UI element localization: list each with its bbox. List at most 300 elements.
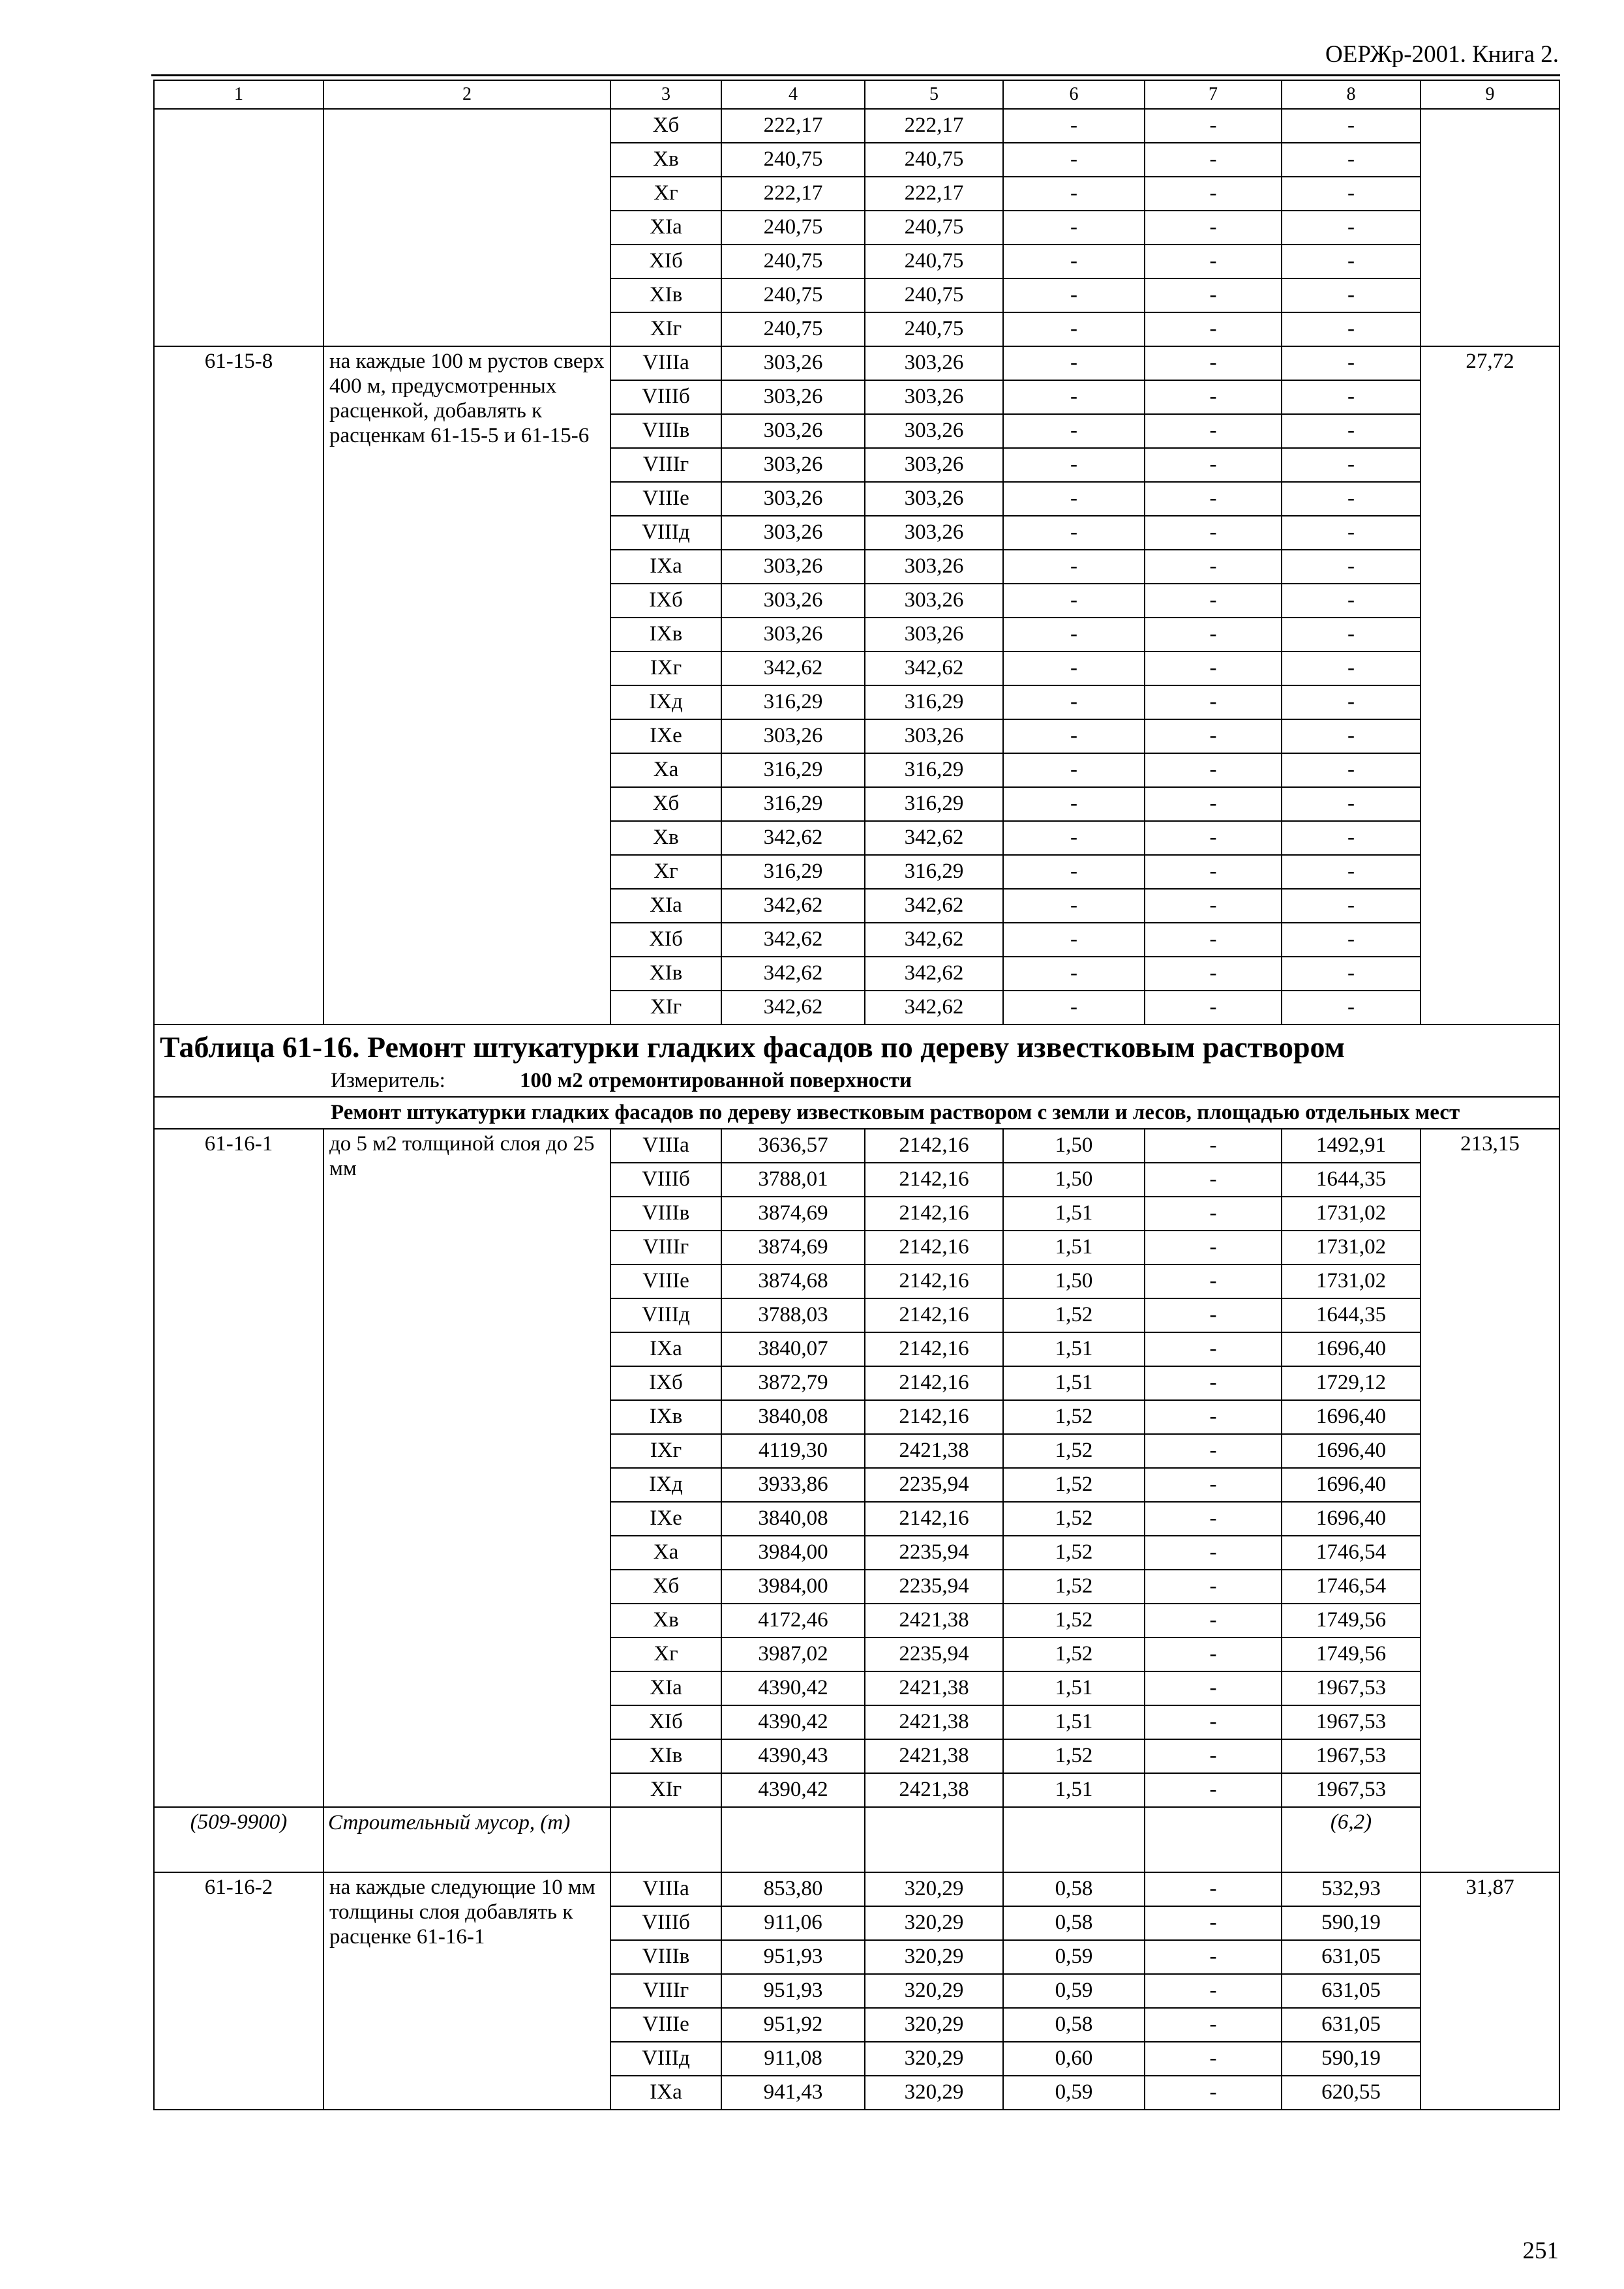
rate-cell: IXг bbox=[610, 651, 721, 685]
rate-cell: 1731,02 bbox=[1282, 1231, 1421, 1264]
rate-cell: 2142,16 bbox=[865, 1129, 1003, 1163]
rate-cell: - bbox=[1003, 380, 1145, 414]
rate-cell: XIа bbox=[610, 1671, 721, 1705]
rate-cell: 316,29 bbox=[721, 685, 865, 719]
rate-cell: - bbox=[1003, 516, 1145, 550]
rate-cell: 303,26 bbox=[721, 346, 865, 380]
rate-cell: 590,19 bbox=[1282, 2042, 1421, 2076]
rate-cell: IXд bbox=[610, 685, 721, 719]
rate-cell: 1749,56 bbox=[1282, 1604, 1421, 1638]
measure-line bbox=[160, 1069, 1554, 1094]
rate-cell: - bbox=[1003, 923, 1145, 957]
rate-cell: - bbox=[1145, 2076, 1282, 2110]
rate-cell: - bbox=[1145, 346, 1282, 380]
rate-cell: VIIIв bbox=[610, 1197, 721, 1231]
rate-code bbox=[154, 109, 323, 346]
rate-cell: 320,29 bbox=[865, 1940, 1003, 1974]
rate-cell: - bbox=[1145, 1264, 1282, 1298]
rate-cell: VIIIа bbox=[610, 1872, 721, 1906]
rate-cell: 342,62 bbox=[865, 991, 1003, 1025]
rate-cell: 1749,56 bbox=[1282, 1638, 1421, 1671]
rate-cell: IXв bbox=[610, 1400, 721, 1434]
rate-cell: - bbox=[1145, 2008, 1282, 2042]
rate-cell: - bbox=[1003, 618, 1145, 651]
resource-code: (509-9900) bbox=[154, 1807, 323, 1872]
rate-code: 61-16-1 bbox=[154, 1129, 323, 1807]
rate-cell: 1967,53 bbox=[1282, 1705, 1421, 1739]
rate-cell: VIIIе bbox=[610, 482, 721, 516]
rate-cell: - bbox=[1145, 1434, 1282, 1468]
rate-description bbox=[323, 109, 610, 346]
rate-cell: 2421,38 bbox=[865, 1773, 1003, 1807]
rate-cell: 1746,54 bbox=[1282, 1570, 1421, 1604]
rate-cell: - bbox=[1145, 889, 1282, 923]
rate-cell: 320,29 bbox=[865, 2042, 1003, 2076]
rate-cell: - bbox=[1145, 618, 1282, 651]
rate-cell: 303,26 bbox=[721, 719, 865, 753]
rate-description: до 5 м2 толщиной слоя до 25 мм bbox=[323, 1129, 610, 1807]
rate-cell: 3874,69 bbox=[721, 1231, 865, 1264]
rate-cell: - bbox=[1282, 177, 1421, 211]
rate-cell: - bbox=[1003, 685, 1145, 719]
rate-cell: 316,29 bbox=[865, 685, 1003, 719]
rate-cell: - bbox=[1282, 278, 1421, 312]
rate-cell: 222,17 bbox=[865, 109, 1003, 143]
rate-cell: 316,29 bbox=[721, 855, 865, 889]
rate-cell: 1731,02 bbox=[1282, 1264, 1421, 1298]
rate-cell: 240,75 bbox=[721, 143, 865, 177]
rate-cell: 3636,57 bbox=[721, 1129, 865, 1163]
rate-cell: 342,62 bbox=[865, 957, 1003, 991]
rate-cell: VIIIе bbox=[610, 1264, 721, 1298]
rate-cell: - bbox=[1282, 584, 1421, 618]
rate-cell: 3933,86 bbox=[721, 1468, 865, 1502]
resource-name: Строительный мусор, (т) bbox=[323, 1807, 610, 1872]
rate-cell: 2142,16 bbox=[865, 1231, 1003, 1264]
rate-cell: 222,17 bbox=[721, 109, 865, 143]
table-title: Таблица 61-16. Ремонт штукатурки гладких фасадов по дереву известковым раствором bbox=[160, 1030, 1345, 1064]
rate-cell: 320,29 bbox=[865, 1872, 1003, 1906]
rate-cell: 1,50 bbox=[1003, 1163, 1145, 1197]
rate-cell: - bbox=[1145, 1671, 1282, 1705]
rate-cell: 951,93 bbox=[721, 1940, 865, 1974]
rate-cell: 240,75 bbox=[865, 278, 1003, 312]
table-heading bbox=[154, 1025, 1559, 1097]
running-header: ОЕРЖр-2001. Книга 2. bbox=[1325, 41, 1559, 68]
rate-cell: - bbox=[1282, 889, 1421, 923]
rate-cell: 342,62 bbox=[721, 991, 865, 1025]
rate-cell: VIIIд bbox=[610, 2042, 721, 2076]
column-number-row bbox=[154, 80, 1559, 109]
rate-cell: 316,29 bbox=[721, 787, 865, 821]
rate-cell: Xв bbox=[610, 821, 721, 855]
rate-cell: - bbox=[1145, 1604, 1282, 1638]
page-number: 251 bbox=[1522, 2237, 1559, 2264]
rate-cell: 303,26 bbox=[721, 380, 865, 414]
rate-cell: 1,52 bbox=[1003, 1536, 1145, 1570]
rate-cell: IXе bbox=[610, 719, 721, 753]
rate-cell: - bbox=[1145, 1366, 1282, 1400]
rate-cell: IXб bbox=[610, 1366, 721, 1400]
column-number: 4 bbox=[721, 80, 865, 109]
rate-cell: Xг bbox=[610, 855, 721, 889]
rate-cell: 316,29 bbox=[865, 787, 1003, 821]
rate-cell: - bbox=[1145, 143, 1282, 177]
rate-cell: 240,75 bbox=[865, 245, 1003, 278]
resource-cell bbox=[1003, 1807, 1145, 1872]
rate-cell: 4390,43 bbox=[721, 1739, 865, 1773]
rate-cell: 941,43 bbox=[721, 2076, 865, 2110]
rate-cell: 320,29 bbox=[865, 2008, 1003, 2042]
rate-cell: 631,05 bbox=[1282, 2008, 1421, 2042]
rate-cell: 1,51 bbox=[1003, 1366, 1145, 1400]
rate-cell: 1696,40 bbox=[1282, 1468, 1421, 1502]
measure-value: 100 м2 отремонтированной поверхности bbox=[520, 1068, 912, 1092]
rate-cell: - bbox=[1145, 1638, 1282, 1671]
rate-cell: 303,26 bbox=[865, 550, 1003, 584]
rate-cell: 2142,16 bbox=[865, 1366, 1003, 1400]
column-number: 6 bbox=[1003, 80, 1145, 109]
rate-cell: - bbox=[1145, 1974, 1282, 2008]
rate-cell: 240,75 bbox=[721, 211, 865, 245]
rate-cell: - bbox=[1003, 957, 1145, 991]
rate-cell: 1,51 bbox=[1003, 1332, 1145, 1366]
rate-cell: - bbox=[1003, 414, 1145, 448]
rate-cell: - bbox=[1145, 177, 1282, 211]
rate-cell: - bbox=[1145, 278, 1282, 312]
rate-cell: 911,08 bbox=[721, 2042, 865, 2076]
rate-cell: Xб bbox=[610, 787, 721, 821]
rate-cell: 1696,40 bbox=[1282, 1400, 1421, 1434]
rate-cell: - bbox=[1145, 1502, 1282, 1536]
rate-cell: 1,50 bbox=[1003, 1264, 1145, 1298]
rate-cell: 342,62 bbox=[721, 651, 865, 685]
rate-cell: 1967,53 bbox=[1282, 1739, 1421, 1773]
header-rule bbox=[151, 74, 1560, 76]
rate-cell: IXа bbox=[610, 1332, 721, 1366]
rate-cell: IXд bbox=[610, 1468, 721, 1502]
rate-cell: Xв bbox=[610, 1604, 721, 1638]
rate-cell: - bbox=[1282, 719, 1421, 753]
rate-cell: - bbox=[1145, 991, 1282, 1025]
rate-cell: VIIIе bbox=[610, 2008, 721, 2042]
rate-cell: 1492,91 bbox=[1282, 1129, 1421, 1163]
rate-cell: 631,05 bbox=[1282, 1940, 1421, 1974]
rate-cell: - bbox=[1145, 1773, 1282, 1807]
rate-cell: 342,62 bbox=[865, 889, 1003, 923]
rate-cell: - bbox=[1003, 448, 1145, 482]
rate-cell: - bbox=[1282, 448, 1421, 482]
rate-cell: 620,55 bbox=[1282, 2076, 1421, 2110]
rate-cell: - bbox=[1145, 753, 1282, 787]
rate-cell: - bbox=[1282, 312, 1421, 346]
rate-cell: IXа bbox=[610, 2076, 721, 2110]
rate-cell: 1,52 bbox=[1003, 1468, 1145, 1502]
rate-cell: 303,26 bbox=[865, 618, 1003, 651]
rate-cell: - bbox=[1003, 991, 1145, 1025]
rate-cell: 240,75 bbox=[721, 278, 865, 312]
rate-cell: Xб bbox=[610, 1570, 721, 1604]
rate-cell: - bbox=[1145, 719, 1282, 753]
rate-cell: - bbox=[1282, 923, 1421, 957]
rate-cell: 3840,07 bbox=[721, 1332, 865, 1366]
column-number: 2 bbox=[323, 80, 610, 109]
rate-cell: - bbox=[1282, 787, 1421, 821]
rate-cell: 911,06 bbox=[721, 1906, 865, 1940]
rate-cell: - bbox=[1282, 516, 1421, 550]
rate-cell: 303,26 bbox=[721, 618, 865, 651]
rate-cell: - bbox=[1003, 177, 1145, 211]
rate-cell: - bbox=[1145, 1705, 1282, 1739]
rate-cell: - bbox=[1145, 550, 1282, 584]
rate-cell: - bbox=[1145, 380, 1282, 414]
rate-cell: 1,52 bbox=[1003, 1604, 1145, 1638]
rate-cell: - bbox=[1145, 821, 1282, 855]
rate-cell: - bbox=[1145, 1332, 1282, 1366]
rate-cell: 3788,01 bbox=[721, 1163, 865, 1197]
rate-cell: VIIIв bbox=[610, 1940, 721, 1974]
rate-cell: XIв bbox=[610, 1739, 721, 1773]
rate-cell: - bbox=[1145, 855, 1282, 889]
rate-cell: 1,52 bbox=[1003, 1298, 1145, 1332]
rate-cell: 1644,35 bbox=[1282, 1163, 1421, 1197]
rate-cell: 3874,68 bbox=[721, 1264, 865, 1298]
rate-cell: - bbox=[1003, 278, 1145, 312]
rate-cell: 4390,42 bbox=[721, 1773, 865, 1807]
rate-cell: 1644,35 bbox=[1282, 1298, 1421, 1332]
rate-cell: XIв bbox=[610, 278, 721, 312]
rate-cell: 2421,38 bbox=[865, 1434, 1003, 1468]
rate-cell: Xв bbox=[610, 143, 721, 177]
rate-cell: IXб bbox=[610, 584, 721, 618]
rate-cell: 4390,42 bbox=[721, 1705, 865, 1739]
rate-cell: - bbox=[1003, 651, 1145, 685]
rate-cell: - bbox=[1282, 109, 1421, 143]
rate-cell: VIIIб bbox=[610, 380, 721, 414]
rate-row bbox=[154, 1129, 1559, 1163]
rate-cell: - bbox=[1145, 211, 1282, 245]
rate-cell: 303,26 bbox=[865, 448, 1003, 482]
labor-cost: 31,87 bbox=[1421, 1872, 1559, 2110]
labor-cost: 213,15 bbox=[1421, 1129, 1559, 1872]
rate-cell: 1,52 bbox=[1003, 1502, 1145, 1536]
rate-cell: VIIIб bbox=[610, 1163, 721, 1197]
rate-cell: XIб bbox=[610, 1705, 721, 1739]
rate-cell: - bbox=[1282, 211, 1421, 245]
rate-cell: 853,80 bbox=[721, 1872, 865, 1906]
rate-cell: - bbox=[1003, 889, 1145, 923]
rate-cell: - bbox=[1145, 1298, 1282, 1332]
rate-cell: - bbox=[1282, 685, 1421, 719]
rate-cell: - bbox=[1282, 380, 1421, 414]
rate-cell: - bbox=[1282, 618, 1421, 651]
rate-cell: 316,29 bbox=[721, 753, 865, 787]
rate-cell: XIг bbox=[610, 312, 721, 346]
rate-cell: - bbox=[1282, 550, 1421, 584]
rate-cell: 303,26 bbox=[865, 380, 1003, 414]
rate-cell: 3788,03 bbox=[721, 1298, 865, 1332]
rate-cell: 1729,12 bbox=[1282, 1366, 1421, 1400]
rate-cell: 3984,00 bbox=[721, 1570, 865, 1604]
rates-table-body bbox=[154, 80, 1559, 2110]
rate-cell: 2235,94 bbox=[865, 1536, 1003, 1570]
rate-cell: 2421,38 bbox=[865, 1671, 1003, 1705]
rate-cell: - bbox=[1145, 1872, 1282, 1906]
rate-cell: VIIIг bbox=[610, 1231, 721, 1264]
section-heading-row bbox=[154, 1097, 1559, 1130]
rate-row bbox=[154, 1872, 1559, 1906]
rate-cell: 1,52 bbox=[1003, 1570, 1145, 1604]
rate-cell: 320,29 bbox=[865, 1974, 1003, 2008]
rate-cell: - bbox=[1145, 685, 1282, 719]
rate-cell: VIIIа bbox=[610, 346, 721, 380]
rate-cell: 1,51 bbox=[1003, 1231, 1145, 1264]
rate-cell: - bbox=[1145, 1163, 1282, 1197]
resource-row bbox=[154, 1807, 1559, 1872]
rate-cell: 2142,16 bbox=[865, 1264, 1003, 1298]
rate-cell: 2235,94 bbox=[865, 1570, 1003, 1604]
rate-cell: - bbox=[1282, 143, 1421, 177]
rate-cell: 2421,38 bbox=[865, 1604, 1003, 1638]
rate-cell: - bbox=[1145, 312, 1282, 346]
rate-cell: 342,62 bbox=[865, 923, 1003, 957]
rate-cell: - bbox=[1282, 346, 1421, 380]
rate-cell: - bbox=[1003, 211, 1145, 245]
resource-cell bbox=[865, 1807, 1003, 1872]
resource-cell bbox=[1145, 1807, 1282, 1872]
rate-cell: 303,26 bbox=[721, 584, 865, 618]
rate-cell: - bbox=[1282, 991, 1421, 1025]
rate-cell: - bbox=[1282, 855, 1421, 889]
rate-cell: 320,29 bbox=[865, 2076, 1003, 2110]
rate-cell: - bbox=[1282, 651, 1421, 685]
rate-cell: - bbox=[1003, 482, 1145, 516]
rate-cell: - bbox=[1145, 1739, 1282, 1773]
rate-cell: 1,51 bbox=[1003, 1773, 1145, 1807]
rate-cell: 1696,40 bbox=[1282, 1434, 1421, 1468]
rate-cell: - bbox=[1145, 2042, 1282, 2076]
rate-cell: 1731,02 bbox=[1282, 1197, 1421, 1231]
rate-cell: VIIIг bbox=[610, 1974, 721, 2008]
rate-cell: 303,26 bbox=[865, 719, 1003, 753]
rate-cell: 0,58 bbox=[1003, 2008, 1145, 2042]
rate-cell: 303,26 bbox=[865, 346, 1003, 380]
rate-cell: - bbox=[1145, 787, 1282, 821]
rate-cell: VIIIа bbox=[610, 1129, 721, 1163]
rate-cell: 342,62 bbox=[865, 821, 1003, 855]
rate-cell: 4390,42 bbox=[721, 1671, 865, 1705]
rate-cell: 2142,16 bbox=[865, 1163, 1003, 1197]
rate-cell: 342,62 bbox=[865, 651, 1003, 685]
rate-cell: 1,52 bbox=[1003, 1739, 1145, 1773]
table-heading-row bbox=[154, 1025, 1559, 1097]
rate-cell: IXа bbox=[610, 550, 721, 584]
rate-description: на каждые следующие 10 мм толщины слоя добавлять к расценке 61-16-1 bbox=[323, 1872, 610, 2110]
rate-cell: - bbox=[1145, 1129, 1282, 1163]
rate-cell: - bbox=[1003, 855, 1145, 889]
rate-cell: 0,60 bbox=[1003, 2042, 1145, 2076]
rate-cell: 1,52 bbox=[1003, 1638, 1145, 1671]
rate-cell: 3874,69 bbox=[721, 1197, 865, 1231]
rate-cell: 2142,16 bbox=[865, 1332, 1003, 1366]
rate-cell: - bbox=[1282, 414, 1421, 448]
rate-cell: - bbox=[1282, 482, 1421, 516]
rate-row bbox=[154, 346, 1559, 380]
rate-cell: - bbox=[1145, 1536, 1282, 1570]
rate-cell: 2142,16 bbox=[865, 1400, 1003, 1434]
rate-cell: 342,62 bbox=[721, 889, 865, 923]
rate-cell: - bbox=[1282, 753, 1421, 787]
rate-cell: - bbox=[1145, 1400, 1282, 1434]
rate-cell: 320,29 bbox=[865, 1906, 1003, 1940]
rate-cell: 303,26 bbox=[721, 516, 865, 550]
rate-cell: 0,59 bbox=[1003, 1940, 1145, 1974]
rate-cell: Xа bbox=[610, 753, 721, 787]
rate-cell: 240,75 bbox=[865, 143, 1003, 177]
rate-code: 61-16-2 bbox=[154, 1872, 323, 2110]
rate-cell: 1,50 bbox=[1003, 1129, 1145, 1163]
rate-cell: 342,62 bbox=[721, 957, 865, 991]
rate-cell: 1,52 bbox=[1003, 1434, 1145, 1468]
rate-description: на каждые 100 м рустов сверх 400 м, предусмотренных расценкой, добавлять к расценкам 61-15-5 и 61-15-6 bbox=[323, 346, 610, 1025]
rate-cell: XIв bbox=[610, 957, 721, 991]
rate-cell: 1,51 bbox=[1003, 1197, 1145, 1231]
rate-cell: 303,26 bbox=[721, 550, 865, 584]
rate-cell: 0,58 bbox=[1003, 1872, 1145, 1906]
rate-cell: - bbox=[1145, 448, 1282, 482]
rate-cell: VIIIг bbox=[610, 448, 721, 482]
rate-cell: - bbox=[1145, 109, 1282, 143]
rate-cell: 342,62 bbox=[721, 923, 865, 957]
rate-cell: - bbox=[1003, 753, 1145, 787]
rate-cell: XIб bbox=[610, 245, 721, 278]
rate-cell: - bbox=[1003, 312, 1145, 346]
rate-cell: 1,51 bbox=[1003, 1705, 1145, 1739]
rate-cell: 316,29 bbox=[865, 855, 1003, 889]
rate-cell: 0,58 bbox=[1003, 1906, 1145, 1940]
resource-cell bbox=[610, 1807, 721, 1872]
rate-cell: VIIIд bbox=[610, 1298, 721, 1332]
rates-table bbox=[153, 80, 1560, 2110]
rate-cell: 1967,53 bbox=[1282, 1773, 1421, 1807]
rate-cell: VIIIб bbox=[610, 1906, 721, 1940]
rate-cell: - bbox=[1145, 516, 1282, 550]
rate-cell: XIа bbox=[610, 211, 721, 245]
rate-cell: - bbox=[1145, 1940, 1282, 1974]
rate-cell: - bbox=[1003, 143, 1145, 177]
rate-cell: Xб bbox=[610, 109, 721, 143]
rate-cell: - bbox=[1145, 245, 1282, 278]
rate-cell: 3984,00 bbox=[721, 1536, 865, 1570]
rate-cell: - bbox=[1145, 1570, 1282, 1604]
rate-cell: - bbox=[1145, 584, 1282, 618]
rate-cell: - bbox=[1145, 957, 1282, 991]
rate-cell: - bbox=[1003, 346, 1145, 380]
rate-cell: 3872,79 bbox=[721, 1366, 865, 1400]
resource-value: (6,2) bbox=[1282, 1807, 1421, 1872]
rate-cell: VIIIд bbox=[610, 516, 721, 550]
rate-cell: 2421,38 bbox=[865, 1705, 1003, 1739]
rate-cell: 2235,94 bbox=[865, 1638, 1003, 1671]
rate-cell: 2421,38 bbox=[865, 1739, 1003, 1773]
rate-cell: 222,17 bbox=[721, 177, 865, 211]
measure-label: Измеритель: bbox=[331, 1068, 445, 1092]
rate-cell: - bbox=[1145, 1468, 1282, 1502]
rate-cell: XIа bbox=[610, 889, 721, 923]
rate-cell: 342,62 bbox=[721, 821, 865, 855]
rate-cell: - bbox=[1003, 787, 1145, 821]
rate-cell: Xг bbox=[610, 177, 721, 211]
